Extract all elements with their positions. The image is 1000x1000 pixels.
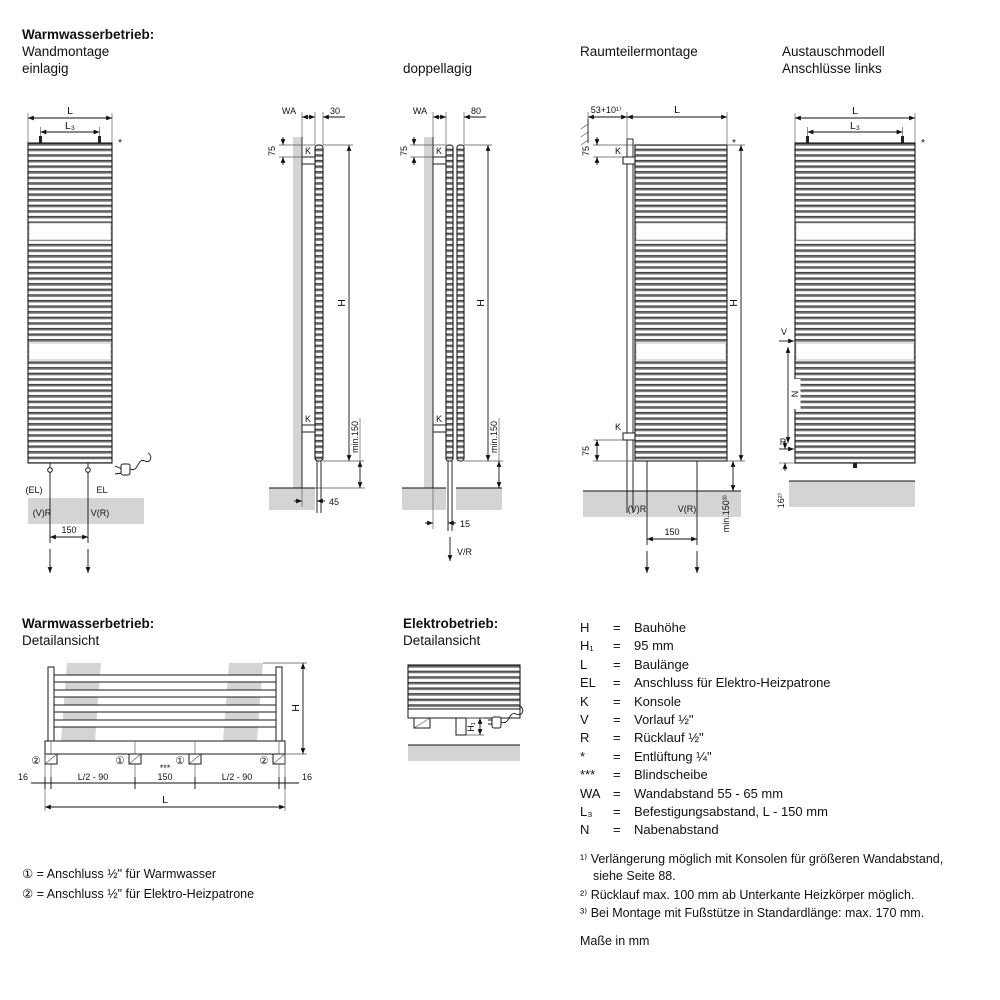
legend-row-L3: [580, 803, 831, 821]
dim-75-top: 75: [399, 145, 409, 157]
flow-arrows: [50, 537, 88, 573]
legend-eq: =: [613, 767, 621, 783]
label-vr-left: (V)R: [32, 508, 52, 518]
legend-sym: ***: [580, 767, 596, 783]
dim-depth-30: 30: [329, 106, 341, 116]
drawing-double-layer-side: [400, 103, 525, 583]
drawing-wall-single-side: [265, 103, 385, 573]
legend-desc: Wandabstand 55 - 65 mm: [634, 785, 784, 801]
label-vorlauf: V: [780, 327, 788, 337]
section-sub-einlagig: einlagig: [22, 61, 69, 76]
legend-eq: =: [613, 620, 621, 635]
section-sub-wandmontage: Wandmontage: [22, 44, 110, 59]
note-connection-2: ② = Anschluss ½" für Elektro-Heizpatrone: [22, 887, 255, 901]
radiator-body: [28, 136, 112, 463]
section-sub-austauschmodell: Austauschmodell: [782, 44, 885, 59]
marker-2-right: ②: [259, 755, 269, 767]
legend-desc: Nabenabstand: [634, 822, 719, 838]
dim-H: H: [728, 299, 740, 307]
radiator-section: [45, 667, 285, 754]
legend-sym: *: [580, 748, 586, 764]
dim-min150-fn3: min.150³⁾: [721, 495, 731, 533]
footnote-1: ¹⁾ Verlängerung möglich mit Konsolen für größeren Wandabstand, siehe Seite 88.: [580, 852, 944, 883]
footnotes: [580, 851, 972, 924]
legend-row-star: [580, 748, 831, 766]
legend-eq: =: [613, 656, 621, 672]
label-konsole-bottom: K: [614, 422, 622, 432]
legend-sym: N: [580, 822, 590, 838]
legend-eq: =: [613, 730, 621, 746]
section-sub-detailansicht-1: Detailansicht: [22, 633, 100, 648]
label-ruecklauf: R: [779, 437, 787, 447]
legend-desc: Bauhöhe: [634, 620, 687, 635]
legend-row-L: [580, 656, 831, 674]
marker-2-left: ②: [31, 755, 41, 767]
legend-row-N: [580, 821, 831, 839]
section-title-elektro: Elektrobetrieb:: [403, 616, 499, 631]
floor-band: [583, 491, 741, 517]
footnote-2: ²⁾ Rücklauf max. 100 mm ab Unterkante Heizkörper möglich.: [580, 887, 915, 902]
section-sub-anschluesse-links: Anschlüsse links: [782, 61, 882, 76]
label-blindscheibe: ***: [159, 763, 171, 773]
dim-H1: H₁: [466, 722, 476, 732]
dim-half-left: L/2 - 90: [77, 772, 109, 782]
legend-row-H: [580, 619, 831, 637]
legend-row-H1: [580, 637, 831, 655]
section-sub-raumteiler: Raumteilermontage: [580, 44, 698, 59]
legend-desc: Baulänge: [634, 656, 689, 672]
note-connection-1: ① = Anschluss ½" für Warmwasser: [22, 867, 217, 881]
dim-L: L: [852, 105, 858, 117]
dim-150: 150: [664, 527, 680, 537]
dim-wa: WA: [412, 106, 428, 116]
legend-row-V: [580, 711, 831, 729]
legend-sym: L₃: [580, 804, 593, 820]
radiator-body: [635, 145, 727, 461]
legend-desc: Entlüftung ¼": [634, 748, 712, 764]
vent-star: *: [118, 137, 123, 149]
section-title-warmwasser-2: Warmwasserbetrieb:: [22, 616, 155, 631]
floor-band: [408, 745, 520, 761]
label-vr-right: V(R): [677, 504, 697, 514]
dim-75-bottom: 75: [581, 445, 591, 457]
dim-150: 150: [61, 525, 77, 535]
legend-row-blind: [580, 766, 831, 784]
legend-eq: =: [613, 822, 621, 838]
legend-desc: Blindscheibe: [634, 767, 708, 783]
legend-desc: Konsole: [634, 693, 681, 709]
dim-53-10: 53+10¹⁾: [590, 105, 622, 115]
dim-depth-80: 80: [470, 106, 482, 116]
drawing-detail-elektro: [400, 653, 550, 783]
dim-L3: L₃: [849, 120, 861, 132]
legend-eq: =: [613, 804, 621, 820]
label-konsole-bottom: K: [435, 414, 443, 424]
dim-150: 150: [157, 772, 173, 782]
marker-1-left: ①: [115, 755, 125, 767]
section-sub-doppellagig: doppellagig: [403, 61, 473, 76]
vent-star: *: [921, 137, 926, 149]
legend-eq: =: [613, 638, 621, 654]
legend-sym: L: [580, 656, 588, 672]
radiator-profile: [302, 145, 323, 513]
legend-row-K: [580, 693, 831, 711]
legend-desc: Befestigungsabstand, L - 150 mm: [634, 804, 828, 820]
label-konsole-top: K: [304, 146, 312, 156]
wall-mark: [581, 119, 588, 145]
dim-15: 15: [460, 519, 471, 529]
label-konsole-top: K: [614, 146, 622, 156]
footnote-3: ³⁾ Bei Montage mit Fußstütze in Standardlänge: max. 170 mm.: [580, 906, 925, 920]
drawing-detail-warmwasser: [15, 653, 315, 853]
legend-eq: =: [613, 712, 621, 728]
power-plug-icon: [115, 453, 151, 475]
dim-min150: min.150: [489, 420, 499, 453]
legend-sym: H₁: [580, 638, 594, 654]
legend-row-R: [580, 729, 831, 747]
legend-desc: Vorlauf ½": [634, 712, 694, 728]
legend-row-WA: [580, 785, 831, 803]
legend: [580, 619, 831, 840]
dim-L: L: [674, 104, 680, 116]
legend-sym: K: [580, 693, 589, 709]
legend-desc: Rücklauf ½": [634, 730, 704, 746]
label-konsole-top: K: [435, 146, 443, 156]
label-vr-right: V(R): [90, 508, 110, 518]
legend-sym: WA: [580, 785, 601, 801]
floor-band: [789, 481, 915, 507]
radiator-section: [408, 665, 520, 735]
legend-sym: EL: [580, 675, 596, 691]
dim-75-top: 75: [581, 145, 591, 157]
dim-L: L: [67, 105, 73, 117]
legend-sym: V: [580, 712, 589, 728]
label-el: EL: [96, 485, 108, 495]
drawing-room-divider-front: [575, 103, 757, 603]
legend-row-EL: [580, 674, 831, 692]
dim-wa: WA: [281, 106, 297, 116]
dim-L3: L₃: [64, 120, 76, 132]
radiator-body: [795, 136, 915, 468]
label-konsole-bottom: K: [304, 414, 312, 424]
legend-eq: =: [613, 675, 621, 691]
dim-half-right: L/2 - 90: [221, 772, 253, 782]
drawing-wall-single-front: [20, 103, 190, 588]
dim-75-top: 75: [267, 145, 277, 157]
section-title-warmwasser-1: Warmwasserbetrieb:: [22, 27, 155, 42]
label-vr-flow: V/R: [457, 547, 473, 557]
drawing-replacement-left-connections: [775, 103, 940, 523]
dim-H: H: [290, 704, 302, 712]
section-sub-detailansicht-2: Detailansicht: [403, 633, 481, 648]
legend-eq: =: [613, 693, 621, 709]
dim-H: H: [336, 299, 348, 307]
dim-16-left: 16: [17, 772, 29, 782]
marker-1-right: ①: [175, 755, 185, 767]
dim-16-right: 16: [301, 772, 313, 782]
legend-eq: =: [613, 785, 621, 801]
label-vr-left: (V)R: [627, 504, 647, 514]
legend-desc: Anschluss für Elektro-Heizpatrone: [634, 675, 831, 691]
label-el-optional: (EL): [25, 485, 43, 495]
legend-sym: H: [580, 620, 590, 635]
dim-min150: min.150: [350, 420, 360, 453]
units-note: Maße in mm: [580, 934, 650, 948]
vent-star: *: [732, 137, 737, 149]
legend-eq: =: [613, 748, 621, 764]
dim-45: 45: [329, 497, 340, 507]
dim-16-fn2: 16²⁾: [776, 493, 786, 509]
dim-H: H: [475, 299, 487, 307]
legend-desc: 95 mm: [634, 638, 674, 654]
legend-sym: R: [580, 730, 590, 746]
dim-nabenabstand: N: [790, 390, 800, 398]
radiator-profile: [433, 145, 464, 531]
dim-L: L: [162, 794, 168, 806]
